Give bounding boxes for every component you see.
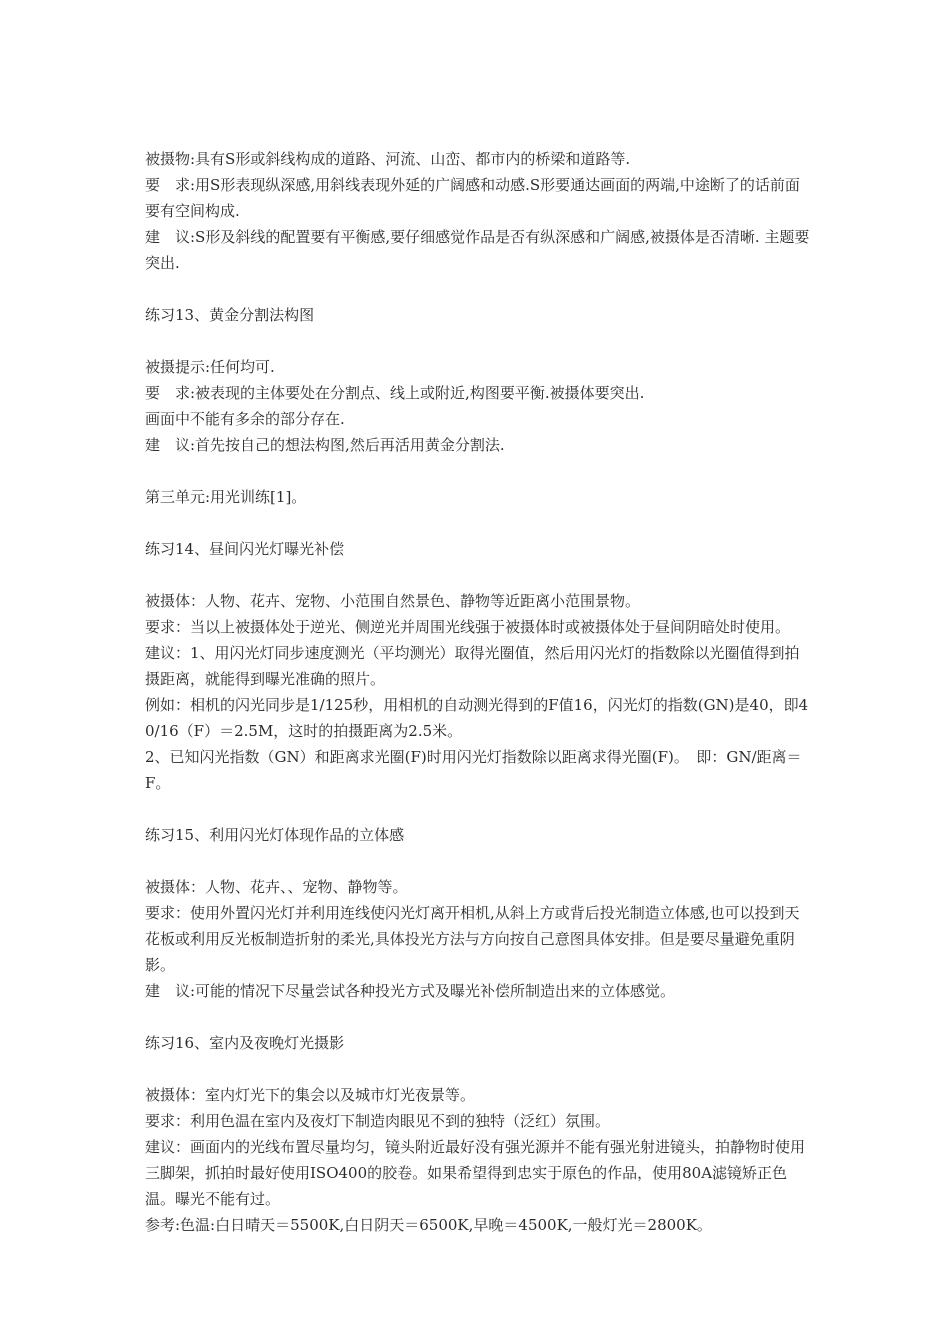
- exercise-13-heading: 练习13、黄金分割法构图: [145, 306, 315, 324]
- exercise-15-heading: 练习15、利用闪光灯体现作品的立体感: [145, 826, 405, 844]
- paragraph: 建 议:S形及斜线的配置要有平衡感,要仔细感觉作品是否有纵深感和广阔感,被摄体是否清晰. 主题要突出.: [145, 228, 810, 272]
- spacer: [145, 510, 810, 536]
- paragraph: 要求：当以上被摄体处于逆光、侧逆光并周围光线强于被摄体时或被摄体处于昼间阴暗处时使用。: [145, 618, 791, 636]
- paragraph: 建议：1、用闪光灯同步速度测光（平均测光）取得光圈值，然后用闪光灯的指数除以光圈值得到拍摄距离，就能得到曝光准确的照片。: [145, 644, 800, 688]
- spacer: [145, 458, 810, 484]
- paragraph: 要 求:用S形表现纵深感,用斜线表现外延的广阔感和动感.S形要通达画面的两端,中途断了的话前面要有空间构成.: [145, 176, 800, 220]
- paragraph: 画面中不能有多余的部分存在.: [145, 410, 345, 428]
- exercise-16-heading: 练习16、室内及夜晚灯光摄影: [145, 1034, 345, 1052]
- spacer: [145, 328, 810, 354]
- paragraph: 要求：利用色温在室内及夜灯下制造肉眼见不到的独特（泛红）氛围。: [145, 1112, 611, 1130]
- paragraph: 参考:色温:白日晴天＝5500K,白日阴天＝6500K,早晚＝4500K,一般灯光＝2800K。: [145, 1216, 712, 1234]
- paragraph: 2、已知闪光指数（GN）和距离求光圈(F)时用闪光灯指数除以距离求得光圈(F)。 即：GN/距离＝F。: [145, 748, 802, 792]
- paragraph: 例如：相机的闪光同步是1/125秒，用相机的自动测光得到的F值16，闪光灯的指数(GN)是40，即40/16（F）＝2.5M，这时的拍摄距离为2.5米。: [145, 696, 809, 740]
- paragraph: 要求：使用外置闪光灯并利用连线使闪光灯离开相机,从斜上方或背后投光制造立体感,也可以投到天花板或利用反光板制造折射的柔光,具体投光方法与方向按自己意图具体安排。但是要尽量避免重阴影。: [145, 904, 800, 974]
- paragraph: 被摄体：室内灯光下的集会以及城市灯光夜景等。: [145, 1086, 476, 1104]
- exercise-14-heading: 练习14、昼间闪光灯曝光补偿: [145, 540, 345, 558]
- paragraph: 被摄体：人物、花卉、宠物、小范围自然景色、静物等近距离小范围景物。: [145, 592, 641, 610]
- spacer: [145, 796, 810, 822]
- spacer: [145, 1056, 810, 1082]
- paragraph: 要 求:被表现的主体要处在分割点、线上或附近,构图要平衡.被摄体要突出.: [145, 384, 645, 402]
- spacer: [145, 1004, 810, 1030]
- paragraph: 建 议:可能的情况下尽量尝试各种投光方式及曝光补偿所制造出来的立体感觉。: [145, 982, 676, 1000]
- section-s-curve: [145, 146, 810, 276]
- section-exercise-14: [145, 588, 810, 796]
- section-exercise-15: [145, 874, 810, 1004]
- paragraph: 建议：画面内的光线布置尽量均匀，镜头附近最好没有强光源并不能有强光射进镜头，拍静物时使用三脚架，抓拍时最好使用ISO400的胶卷。如果希望得到忠实于原色的作品，使用80A滤镜矫正色温。曝光不能有过。: [145, 1138, 806, 1208]
- spacer: [145, 562, 810, 588]
- section-exercise-16: [145, 1082, 810, 1238]
- document-page: [145, 146, 810, 1238]
- spacer: [145, 276, 810, 302]
- paragraph: 被摄物:具有S形或斜线构成的道路、河流、山峦、都市内的桥梁和道路等.: [145, 150, 631, 168]
- paragraph: 被摄提示:任何均可.: [145, 358, 275, 376]
- spacer: [145, 848, 810, 874]
- paragraph: 建 议:首先按自己的想法构图,然后再活用黄金分割法.: [145, 436, 505, 454]
- paragraph: 被摄体：人物、花卉、、宠物、静物等。: [145, 878, 408, 896]
- section-exercise-13: [145, 354, 810, 458]
- unit-3-heading: 第三单元:用光训练[1]。: [145, 488, 307, 506]
